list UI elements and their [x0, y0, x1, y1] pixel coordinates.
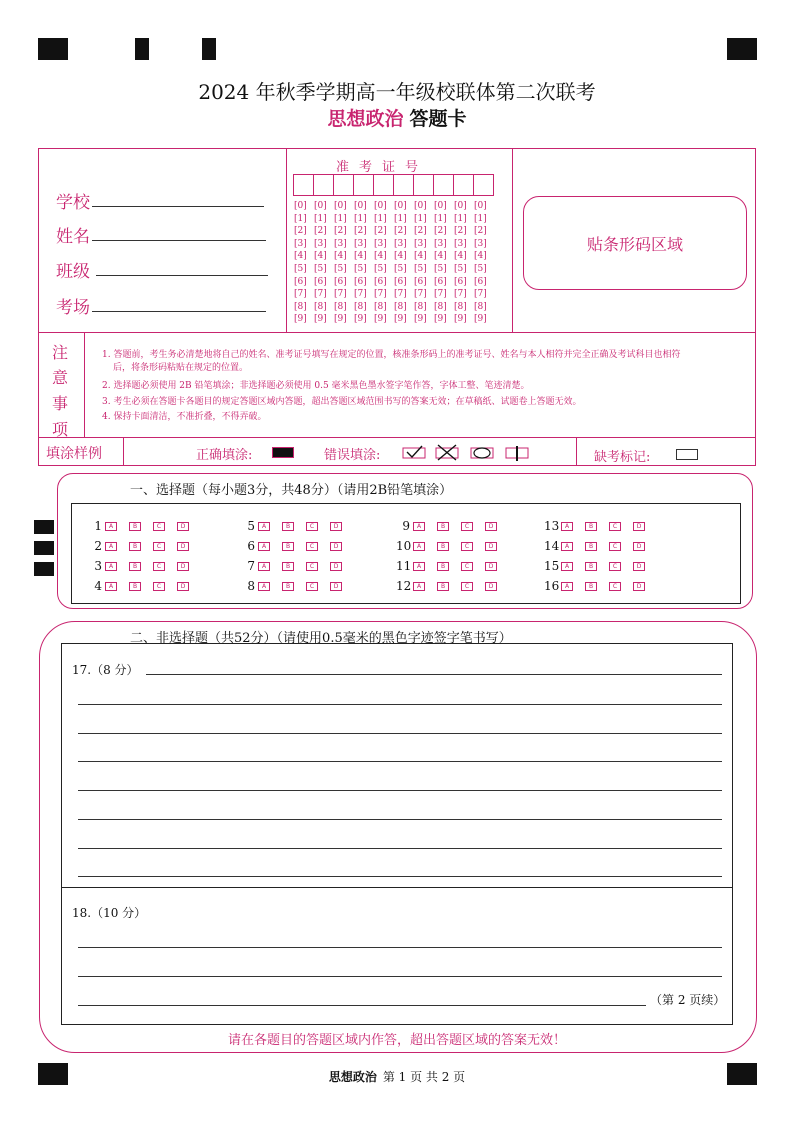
digit-bubble[interactable]: [0]	[334, 201, 347, 211]
wrong-fill-label: 错误填涂:	[324, 448, 381, 463]
card-subtitle	[0, 104, 794, 131]
exam-number-cell[interactable]	[453, 174, 474, 196]
question-18-title: 18.（10 分）	[72, 906, 147, 920]
option-bubble[interactable]: B	[585, 522, 597, 531]
option-bubble[interactable]: C	[153, 522, 165, 531]
digit-bubble[interactable]: [9]	[394, 314, 407, 325]
digit-bubble[interactable]: [8]	[334, 301, 347, 312]
digit-bubble[interactable]: [4]	[474, 251, 487, 262]
option-bubble[interactable]: D	[485, 522, 497, 531]
digit-bubble[interactable]: [3]	[354, 238, 367, 249]
digit-bubble[interactable]: [2]	[294, 226, 307, 237]
digit-bubble[interactable]: [4]	[394, 251, 407, 262]
option-bubble[interactable]: B	[129, 542, 141, 551]
timing-mark	[135, 38, 149, 60]
choice-question	[544, 559, 657, 573]
option-bubble[interactable]: A	[413, 562, 425, 571]
digit-bubble[interactable]: [5]	[434, 263, 447, 274]
question-number: 1	[94, 519, 102, 533]
digit-bubble[interactable]: [0]	[474, 201, 487, 211]
answer-line[interactable]	[78, 976, 722, 977]
digit-bubble[interactable]: [0]	[414, 201, 427, 211]
answer-line[interactable]	[78, 876, 722, 877]
exam-title: 2024 年秋季学期高一年级校联体第二次联考	[198, 80, 596, 104]
digit-bubble[interactable]: [5]	[414, 263, 427, 274]
digit-bubble[interactable]: [1]	[414, 213, 427, 224]
option-bubble[interactable]: B	[129, 562, 141, 571]
digit-bubble[interactable]: [5]	[294, 263, 307, 274]
question-number: 16	[544, 579, 560, 593]
option-bubble[interactable]: C	[609, 542, 621, 551]
option-bubble[interactable]: C	[461, 542, 473, 551]
digit-bubble[interactable]: [2]	[334, 226, 347, 237]
option-bubble[interactable]: D	[485, 542, 497, 551]
answer-line[interactable]	[78, 790, 722, 791]
digit-bubble[interactable]: [7]	[434, 289, 447, 300]
notice-line: 2. 选择题必须使用 2B 铅笔填涂；非选择题必须使用 0.5 毫米黑色墨水签字笔作答，字体工整、笔迹清楚。	[102, 381, 530, 391]
option-bubble[interactable]: B	[585, 542, 597, 551]
digit-bubble[interactable]: [1]	[474, 213, 487, 224]
info-divider-left	[286, 148, 287, 332]
answer-line[interactable]	[78, 1005, 646, 1006]
fill-divider	[123, 437, 124, 466]
digit-bubble[interactable]: [7]	[314, 289, 327, 300]
digit-bubble[interactable]: [7]	[354, 289, 367, 300]
digit-row	[294, 225, 494, 238]
exam-number-label: 准考证号	[336, 160, 429, 175]
info-divider-h1	[38, 332, 756, 333]
question-17-title: 17.（8 分）	[72, 663, 139, 677]
absent-mark-label: 缺考标记:	[594, 450, 651, 465]
fill-example-label: 填涂样例	[46, 446, 102, 462]
timing-mark	[34, 541, 54, 555]
exam-number-cell[interactable]	[313, 174, 334, 196]
option-bubble[interactable]: C	[306, 562, 318, 571]
option-bubble[interactable]: A	[105, 522, 117, 531]
timing-mark	[202, 38, 216, 60]
digit-bubble[interactable]: [3]	[374, 238, 387, 249]
digit-bubble[interactable]: [9]	[474, 314, 487, 325]
option-bubble[interactable]: C	[153, 582, 165, 591]
digit-bubble[interactable]: [2]	[394, 226, 407, 237]
school-label: 学校	[56, 193, 90, 213]
digit-bubble[interactable]: [5]	[314, 263, 327, 274]
digit-bubble[interactable]: [4]	[454, 251, 467, 262]
choice-question	[544, 579, 657, 593]
room-label: 考场	[56, 298, 90, 318]
digit-row	[294, 250, 494, 263]
question-number: 15	[544, 559, 560, 573]
digit-bubble[interactable]: [1]	[374, 213, 387, 224]
class-input[interactable]	[96, 275, 268, 276]
choice-question	[396, 559, 509, 573]
exam-number-cell[interactable]	[473, 174, 494, 196]
digit-bubble[interactable]: [2]	[434, 226, 447, 237]
choice-section-title: 一、选择题（每小题3分，共48分）（请用2B铅笔填涂）	[130, 483, 453, 498]
answer-line[interactable]	[78, 733, 722, 734]
exam-number-cell[interactable]	[293, 174, 314, 196]
absent-mark-box[interactable]	[676, 449, 698, 460]
question-number: 8	[247, 579, 255, 593]
notice-char: 注	[52, 343, 69, 362]
question-number: 13	[544, 519, 560, 533]
digit-row	[294, 200, 494, 213]
line-mark-icon	[506, 446, 528, 461]
option-bubble[interactable]: B	[437, 522, 449, 531]
option-bubble[interactable]: B	[585, 562, 597, 571]
digit-bubble[interactable]: [8]	[474, 301, 487, 312]
digit-bubble[interactable]: [8]	[434, 301, 447, 312]
subject-name: 思想政治	[327, 108, 404, 130]
fill-divider	[576, 437, 577, 466]
option-bubble[interactable]: D	[177, 582, 189, 591]
digit-bubble[interactable]: [3]	[454, 238, 467, 249]
choice-question	[88, 579, 201, 593]
digit-bubble[interactable]: [5]	[474, 263, 487, 274]
option-bubble[interactable]: B	[437, 542, 449, 551]
digit-bubble[interactable]: [0]	[314, 201, 327, 211]
digit-bubble[interactable]: [7]	[334, 289, 347, 300]
choice-question	[241, 539, 354, 553]
footer-page-number: 第 1 页 共 2 页	[382, 1070, 466, 1084]
question-number: 3	[94, 559, 102, 573]
notice-line: 1. 答题前，考生务必清楚地将自己的姓名、准考证号填写在规定的位置，核准条形码上的准考证号、姓名与本人相符并完全正确及考试科目也相符	[102, 350, 681, 360]
question-divider	[61, 887, 733, 888]
choice-question	[241, 559, 354, 573]
exam-number-cell[interactable]	[413, 174, 434, 196]
digit-bubble[interactable]: [9]	[434, 314, 447, 325]
digit-bubble[interactable]: [1]	[294, 213, 307, 224]
digit-bubble[interactable]: [9]	[334, 314, 347, 325]
option-bubble[interactable]: D	[330, 542, 342, 551]
digit-bubble[interactable]: [0]	[394, 201, 407, 211]
option-bubble[interactable]: B	[282, 522, 294, 531]
digit-bubble[interactable]: [2]	[354, 226, 367, 237]
timing-mark	[34, 562, 54, 576]
option-bubble[interactable]: D	[633, 522, 645, 531]
notice-line: 4. 保持卡面清洁，不准折叠，不得弄破。	[102, 412, 267, 422]
digit-bubble[interactable]: [9]	[414, 314, 427, 325]
answer-line[interactable]	[78, 704, 722, 705]
option-bubble[interactable]: A	[561, 582, 573, 591]
digit-bubble[interactable]: [1]	[454, 213, 467, 224]
digit-bubble[interactable]: [6]	[294, 276, 307, 287]
digit-bubble[interactable]: [6]	[334, 276, 347, 287]
digit-bubble[interactable]: [9]	[454, 314, 467, 325]
card-name: 答题卡	[409, 108, 467, 130]
option-bubble[interactable]: D	[633, 562, 645, 571]
answer-line[interactable]	[146, 674, 722, 675]
digit-bubble[interactable]: [4]	[374, 251, 387, 262]
correct-fill-sample	[272, 447, 294, 458]
barcode-area: 贴条形码区域	[523, 196, 747, 290]
choice-question	[396, 519, 509, 533]
page-footer	[0, 1068, 794, 1085]
option-bubble[interactable]: A	[561, 522, 573, 531]
question-number: 4	[94, 579, 102, 593]
digit-bubble[interactable]: [9]	[314, 314, 327, 325]
option-bubble[interactable]: A	[413, 542, 425, 551]
digit-bubble[interactable]: [1]	[394, 213, 407, 224]
exam-number-digit-grid[interactable]	[294, 200, 494, 326]
digit-bubble[interactable]: [7]	[394, 289, 407, 300]
option-bubble[interactable]: B	[129, 522, 141, 531]
digit-bubble[interactable]: [6]	[474, 276, 487, 287]
exam-number-cell[interactable]	[333, 174, 354, 196]
digit-bubble[interactable]: [1]	[314, 213, 327, 224]
digit-bubble[interactable]: [0]	[354, 201, 367, 211]
digit-bubble[interactable]: [6]	[354, 276, 367, 287]
digit-bubble[interactable]: [4]	[354, 251, 367, 262]
digit-bubble[interactable]: [6]	[374, 276, 387, 287]
digit-bubble[interactable]: [8]	[354, 301, 367, 312]
digit-bubble[interactable]: [3]	[474, 238, 487, 249]
answer-line[interactable]	[78, 819, 722, 820]
option-bubble[interactable]: B	[437, 582, 449, 591]
digit-bubble[interactable]: [6]	[394, 276, 407, 287]
option-bubble[interactable]: D	[330, 582, 342, 591]
circle-mark-icon	[471, 448, 493, 458]
timing-mark	[34, 520, 54, 534]
digit-bubble[interactable]: [4]	[294, 251, 307, 262]
digit-bubble[interactable]: [3]	[294, 238, 307, 249]
digit-bubble[interactable]: [2]	[474, 226, 487, 237]
question-number: 6	[247, 539, 255, 553]
choice-question	[88, 539, 201, 553]
option-bubble[interactable]: C	[306, 582, 318, 591]
digit-row	[294, 301, 494, 314]
exam-number-cell[interactable]	[393, 174, 414, 196]
option-bubble[interactable]: D	[485, 562, 497, 571]
digit-bubble[interactable]: [3]	[314, 238, 327, 249]
digit-row	[294, 276, 494, 289]
choice-question	[88, 519, 201, 533]
timing-mark	[38, 38, 68, 60]
check-mark-icon	[403, 446, 425, 458]
digit-bubble[interactable]: [7]	[454, 289, 467, 300]
digit-bubble[interactable]: [9]	[374, 314, 387, 325]
digit-row	[294, 313, 494, 326]
digit-bubble[interactable]: [5]	[334, 263, 347, 274]
digit-bubble[interactable]: [8]	[414, 301, 427, 312]
school-input[interactable]	[92, 206, 264, 207]
option-bubble[interactable]: C	[306, 542, 318, 551]
info-divider-h2	[38, 437, 756, 438]
footer-subject: 思想政治	[328, 1070, 377, 1084]
digit-bubble[interactable]: [0]	[294, 201, 307, 211]
option-bubble[interactable]: A	[561, 562, 573, 571]
digit-bubble[interactable]: [9]	[294, 314, 307, 325]
digit-bubble[interactable]: [3]	[414, 238, 427, 249]
digit-bubble[interactable]: [0]	[374, 201, 387, 211]
digit-bubble[interactable]: [8]	[314, 301, 327, 312]
exam-number-cells[interactable]	[293, 174, 493, 196]
class-label: 班级	[56, 262, 90, 282]
option-bubble[interactable]: A	[258, 522, 270, 531]
name-input[interactable]	[92, 240, 266, 241]
option-bubble[interactable]: B	[282, 582, 294, 591]
wrong-fill-samples	[402, 443, 534, 461]
option-bubble[interactable]: A	[413, 522, 425, 531]
digit-bubble[interactable]: [2]	[314, 226, 327, 237]
digit-bubble[interactable]: [7]	[414, 289, 427, 300]
option-bubble[interactable]: D	[177, 522, 189, 531]
option-bubble[interactable]: B	[282, 562, 294, 571]
answer-line[interactable]	[78, 848, 722, 849]
option-bubble[interactable]: D	[330, 522, 342, 531]
question-number: 10	[396, 539, 412, 553]
answer-line[interactable]	[78, 761, 722, 762]
notice-char: 项	[52, 420, 69, 439]
digit-bubble[interactable]: [2]	[454, 226, 467, 237]
digit-row	[294, 213, 494, 226]
option-bubble[interactable]: A	[413, 582, 425, 591]
digit-bubble[interactable]: [8]	[394, 301, 407, 312]
digit-bubble[interactable]: [1]	[334, 213, 347, 224]
option-bubble[interactable]: A	[258, 582, 270, 591]
digit-bubble[interactable]: [5]	[374, 263, 387, 274]
question-number: 14	[544, 539, 560, 553]
digit-bubble[interactable]: [8]	[294, 301, 307, 312]
digit-bubble[interactable]: [9]	[354, 314, 367, 325]
digit-bubble[interactable]: [6]	[314, 276, 327, 287]
option-bubble[interactable]: A	[258, 562, 270, 571]
option-bubble[interactable]: A	[105, 562, 117, 571]
digit-bubble[interactable]: [6]	[414, 276, 427, 287]
choice-question	[396, 579, 509, 593]
room-input[interactable]	[92, 311, 266, 312]
option-bubble[interactable]: D	[177, 542, 189, 551]
option-bubble[interactable]: C	[461, 522, 473, 531]
option-bubble[interactable]: D	[177, 562, 189, 571]
option-bubble[interactable]: D	[633, 542, 645, 551]
question-number: 12	[396, 579, 412, 593]
notice-char: 事	[52, 394, 69, 413]
choice-question	[241, 579, 354, 593]
digit-bubble[interactable]: [5]	[454, 263, 467, 274]
notice-char: 意	[52, 368, 69, 387]
option-bubble[interactable]: C	[609, 562, 621, 571]
written-section-title: 二、非选择题（共52分）（请使用0.5毫米的黑色字迹签字笔书写）	[130, 631, 512, 646]
digit-bubble[interactable]: [2]	[374, 226, 387, 237]
digit-bubble[interactable]: [4]	[314, 251, 327, 262]
question-number: 9	[402, 519, 410, 533]
digit-bubble[interactable]: [6]	[454, 276, 467, 287]
option-bubble[interactable]: B	[282, 542, 294, 551]
digit-bubble[interactable]: [7]	[294, 289, 307, 300]
digit-bubble[interactable]: [4]	[434, 251, 447, 262]
option-bubble[interactable]: A	[258, 542, 270, 551]
option-bubble[interactable]: D	[330, 562, 342, 571]
written-answer-box	[61, 643, 733, 1025]
option-bubble[interactable]: C	[306, 522, 318, 531]
option-bubble[interactable]: C	[461, 582, 473, 591]
digit-row	[294, 238, 494, 251]
digit-bubble[interactable]: [4]	[414, 251, 427, 262]
continued-note: （第 2 页续）	[650, 993, 726, 1007]
option-bubble[interactable]: C	[609, 582, 621, 591]
question-number: 7	[247, 559, 255, 573]
digit-bubble[interactable]: [8]	[374, 301, 387, 312]
option-bubble[interactable]: B	[437, 562, 449, 571]
choice-question	[396, 539, 509, 553]
option-bubble[interactable]: A	[105, 582, 117, 591]
choice-question	[88, 559, 201, 573]
exam-number-cell[interactable]	[373, 174, 394, 196]
option-bubble[interactable]: C	[153, 562, 165, 571]
digit-bubble[interactable]: [3]	[434, 238, 447, 249]
option-bubble[interactable]: A	[561, 542, 573, 551]
digit-bubble[interactable]: [2]	[414, 226, 427, 237]
choice-question	[544, 539, 657, 553]
option-bubble[interactable]: C	[461, 562, 473, 571]
timing-mark	[727, 38, 757, 60]
info-divider-right	[512, 148, 513, 332]
digit-bubble[interactable]: [0]	[434, 201, 447, 211]
answer-line[interactable]	[78, 947, 722, 948]
option-bubble[interactable]: D	[633, 582, 645, 591]
digit-bubble[interactable]: [1]	[354, 213, 367, 224]
option-bubble[interactable]: B	[585, 582, 597, 591]
option-bubble[interactable]: A	[105, 542, 117, 551]
cross-mark-icon	[436, 445, 458, 460]
digit-bubble[interactable]: [7]	[374, 289, 387, 300]
choice-question	[241, 519, 354, 533]
exam-number-cell[interactable]	[433, 174, 454, 196]
digit-bubble[interactable]: [3]	[394, 238, 407, 249]
correct-fill-label: 正确填涂:	[196, 448, 253, 463]
digit-bubble[interactable]: [8]	[454, 301, 467, 312]
question-number: 5	[247, 519, 255, 533]
digit-bubble[interactable]: [3]	[334, 238, 347, 249]
notice-divider-v	[84, 332, 85, 437]
option-bubble[interactable]: C	[609, 522, 621, 531]
choice-question	[544, 519, 657, 533]
name-label: 姓名	[56, 227, 90, 247]
option-bubble[interactable]: C	[153, 542, 165, 551]
notice-line: 后，将条形码粘贴在规定的位置。	[113, 363, 249, 373]
option-bubble[interactable]: B	[129, 582, 141, 591]
digit-bubble[interactable]: [1]	[434, 213, 447, 224]
digit-row	[294, 288, 494, 301]
digit-row	[294, 263, 494, 276]
exam-number-cell[interactable]	[353, 174, 374, 196]
option-bubble[interactable]: D	[485, 582, 497, 591]
digit-bubble[interactable]: [4]	[334, 251, 347, 262]
question-number: 2	[94, 539, 102, 553]
answer-area-warning: 请在各题目的答题区域内作答，超出答题区域的答案无效！	[227, 1033, 566, 1048]
question-number: 11	[396, 559, 412, 573]
digit-bubble[interactable]: [5]	[394, 263, 407, 274]
notice-line: 3. 考生必须在答题卡各题目的规定答题区域内答题，超出答题区域范围书写的答案无效；在草稿纸、试题卷上答题无效。	[102, 397, 582, 407]
digit-bubble[interactable]: [6]	[434, 276, 447, 287]
digit-bubble[interactable]: [7]	[474, 289, 487, 300]
digit-bubble[interactable]: [0]	[454, 201, 467, 211]
digit-bubble[interactable]: [5]	[354, 263, 367, 274]
